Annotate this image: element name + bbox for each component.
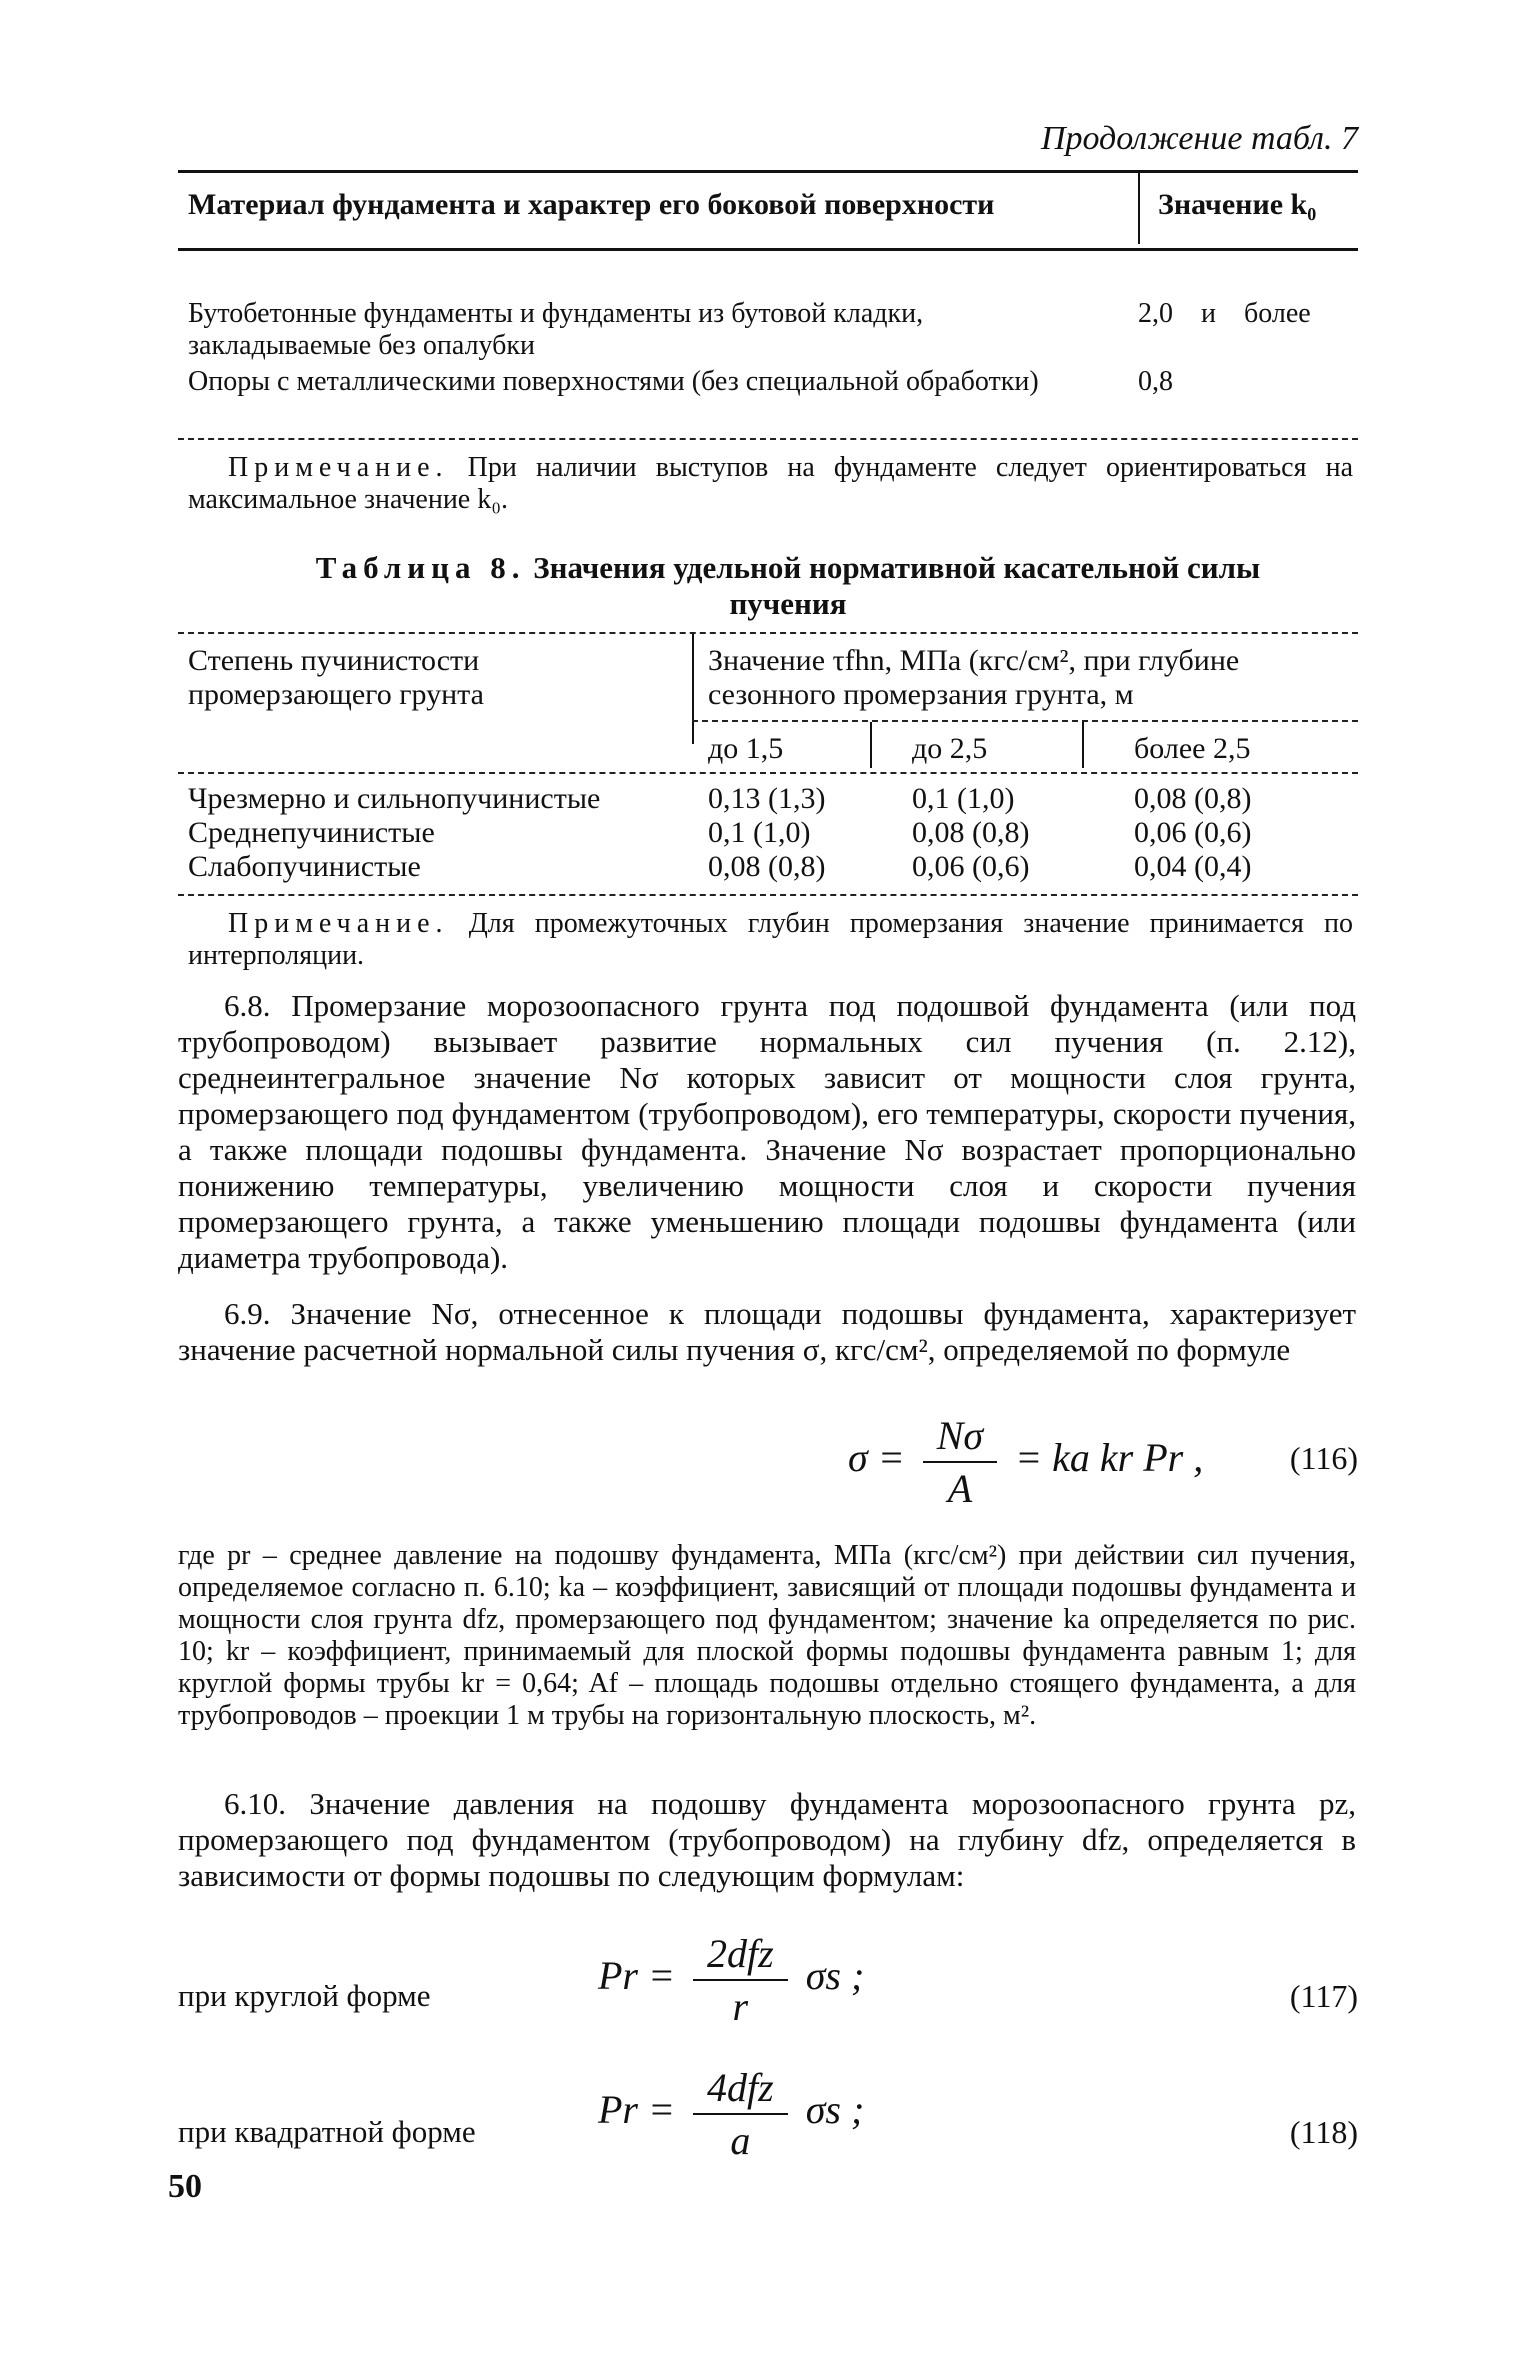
table8-note (188, 908, 1353, 972)
table7-note (188, 452, 1353, 516)
paragraph-6-9: 6.9. Значение Nσ, отнесенное к площади подошвы фундамента, характеризует значение расчетной нормальной силы пучения σ, кгс/см², определяемой по формуле (178, 1296, 1356, 1367)
formula-117-label: при круглой форме (178, 1978, 431, 2013)
formula-118-label: при квадратной форме (178, 2114, 476, 2149)
formula-117-rhs: σs ; (805, 1953, 865, 1999)
paragraph-6-10: 6.10. Значение давления на подошву фундамента морозоопасного грунта pz, промерзающего под фундаментом (трубопроводом) на глубину dfz, определяется в зависимости от формы подошвы по следующим формулам: (178, 1786, 1356, 1893)
table8-row-3-v3: 0,04 (0,4) (1134, 850, 1252, 883)
formula-118-denominator: a (730, 2118, 751, 2163)
formula-118-rhs: σs ; (805, 2087, 865, 2133)
formula-118 (598, 2064, 864, 2164)
table8-bottom-rule (178, 894, 1358, 896)
formula-118-numerator: 4dfz (693, 2064, 788, 2115)
table8-row-2-v2: 0,08 (0,8) (912, 816, 1030, 849)
table8-title-label: Таблица 8. (315, 550, 526, 585)
table7-note-text: При наличии выступов на фундаменте следует ориентироваться на максимальное значение k₀. (188, 452, 1353, 515)
table8-row-1-v3: 0,08 (0,8) (1134, 782, 1252, 815)
table7-header-rule (178, 248, 1358, 251)
formula-116-rhs: = ka kr Pr , (1015, 1435, 1204, 1481)
table8-row-3-v1: 0,08 (0,8) (708, 850, 826, 883)
paragraph-6-8: 6.8. Промерзание морозоопасного грунта под подошвой фундамента (или под трубопроводом) вызывает развитие нормальных сил пучения (п. 2.12), среднеинтегральное значение Nσ которых зависит от мощности слоя грунта, промерзающего под фундаментом (трубопроводом), его температуры, скорости пучения, а также площади подошвы фундамента. Значение Nσ возрастает пропорционально понижению температуры, увеличению мощности слоя и скорости пучения промерзающего грунта, а также уменьшению площади подошвы фундамента (или диаметра трубопровода). (178, 988, 1356, 1275)
table8-depth-3: более 2,5 (1134, 732, 1251, 765)
formula-116-number: (116) (1289, 1440, 1358, 1476)
table8-header-rule (178, 772, 1358, 774)
table8-col2-header: Значение τfhn, МПа (кгс/см², при глубине сезонного промерзания грунта, м (708, 644, 1240, 711)
table8-row-3-name: Слабопучинистые (188, 850, 421, 883)
table7-row-1-value: 2,0 и более (1138, 298, 1311, 329)
formula-116-denominator: A (947, 1466, 973, 1511)
formula-117-numerator: 2dfz (693, 1930, 788, 1981)
table8-header-divider (692, 634, 694, 744)
table8-depth-1: до 1,5 (708, 732, 784, 765)
table8-depth-divider-1 (870, 722, 872, 768)
table7-bottom-rule (178, 438, 1358, 440)
formula-116-lhs: σ = (848, 1435, 905, 1481)
table7-row-1-material: Бутобетонные фундаменты и фундаменты из бутовой кладки, закладываемые без опалубки (188, 298, 924, 361)
formula-117-denominator: r (732, 1984, 749, 2029)
table8-title-text: Значения удельной нормативной касательной силы пучения (533, 550, 1261, 621)
table8-row-1-v2: 0,1 (1,0) (912, 782, 1015, 815)
table7-row-2-value: 0,8 (1138, 366, 1173, 397)
table7-top-rule (178, 170, 1358, 173)
formula-118-lhs: Pr = (598, 2087, 675, 2133)
formula-116-numerator: Nσ (923, 1412, 997, 1463)
table8-depth-2: до 2,5 (912, 732, 988, 765)
table8-row-1-v1: 0,13 (1,3) (708, 782, 826, 815)
table8-note-text: Для промежуточных глубин промерзания значение принимается по интерполяции. (188, 908, 1353, 971)
table7-header-divider (1138, 172, 1140, 244)
table8-row-3-v2: 0,06 (0,6) (912, 850, 1030, 883)
table8-row-2-v1: 0,1 (1,0) (708, 816, 811, 849)
table8-subheader-rule (692, 720, 1358, 722)
table8-title (288, 550, 1288, 622)
table8-depth-divider-2 (1082, 722, 1084, 768)
formula-117-number: (117) (1289, 1978, 1358, 2014)
page-number: 50 (168, 2168, 202, 2205)
continuation-caption: Продолжение табл. 7 (1040, 120, 1358, 157)
table8-row-2-name: Среднепучинистые (188, 816, 435, 849)
where-explanation: где pr – среднее давление на подошву фундамента, МПа (кгс/см²) при действии сил пучения, определяемое согласно п. 6.10; ka – коэффициент, зависящий от площади подошвы фундамента и мощности слоя грунта dfz, промерзающего под фундаментом; значение ka определяется по рис. 10; kr – коэффициент, принимаемый для плоской формы подошвы фундамента равным 1; для круглой формы трубы kr = 0,64; Af – площадь подошвы отдельно стоящего фундамента, а для трубопроводов – проекции 1 м трубы на горизонтальную плоскость, м². (178, 1540, 1356, 1731)
table7-row-2-material: Опоры с металлическими поверхностями (без специальной обработки) (188, 366, 1039, 397)
formula-117-lhs: Pr = (598, 1953, 675, 1999)
table8-note-label: Примечание. (228, 908, 449, 939)
table8-row-1-name: Чрезмерно и сильнопучинистые (188, 782, 601, 815)
formula-118-number: (118) (1289, 2114, 1358, 2150)
table7-header-material: Материал фундамента и характер его боковой поверхности (188, 188, 995, 221)
table8-top-rule (178, 632, 1358, 634)
formula-116 (848, 1412, 1203, 1512)
table8-col1-header: Степень пучинистости промерзающего грунта (188, 644, 484, 711)
table8-row-2-v3: 0,06 (0,6) (1134, 816, 1252, 849)
formula-117 (598, 1930, 864, 2030)
table7-note-label: Примечание. (228, 452, 449, 483)
table7-header-value: Значение k₀ (1158, 188, 1317, 221)
